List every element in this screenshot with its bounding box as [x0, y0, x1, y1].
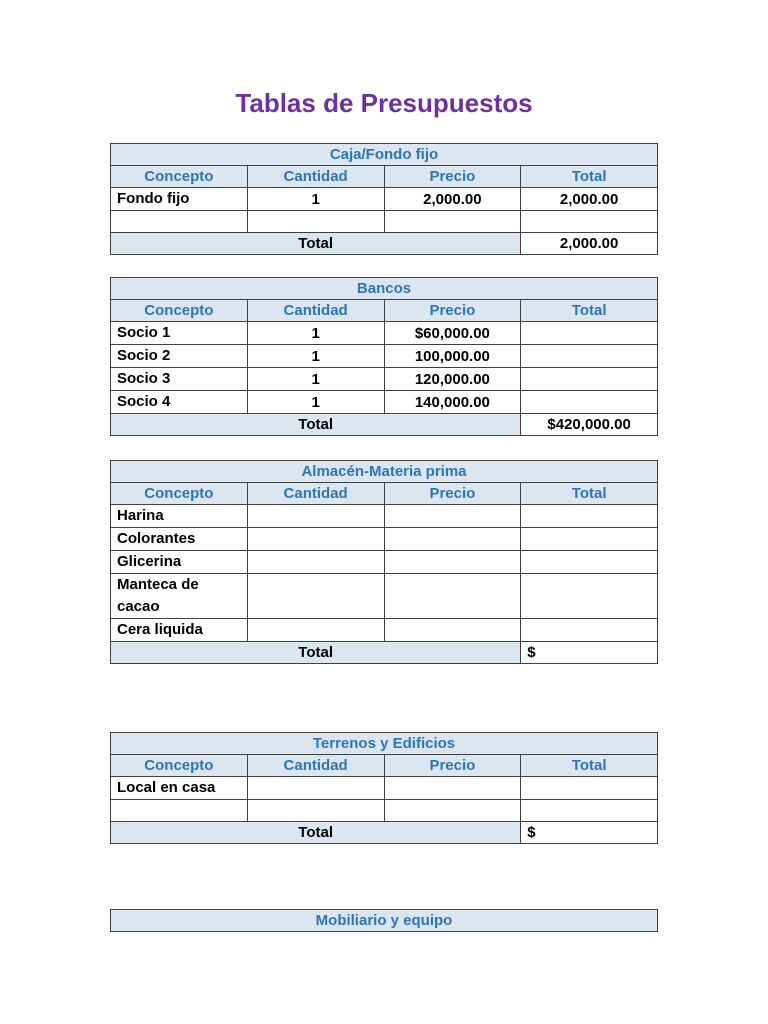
cell-concepto: Fondo fijo	[111, 188, 248, 211]
col-header-cantidad: Cantidad	[247, 755, 384, 777]
cell-total	[521, 800, 658, 822]
table-row	[111, 777, 658, 800]
col-header-total: Total	[521, 755, 658, 777]
table-terrenos	[110, 732, 658, 844]
col-header-total: Total	[521, 300, 658, 322]
cell-cantidad	[247, 528, 384, 551]
table-row	[111, 188, 658, 211]
cell-total: 2,000.00	[521, 188, 658, 211]
cell-concepto	[111, 211, 248, 233]
col-header-cantidad: Cantidad	[247, 166, 384, 188]
col-header-cantidad: Cantidad	[247, 300, 384, 322]
col-header-precio: Precio	[384, 755, 521, 777]
col-header-cantidad: Cantidad	[247, 483, 384, 505]
cell-concepto: Socio 2	[111, 345, 248, 368]
total-value: $	[521, 642, 658, 664]
col-header-precio: Precio	[384, 166, 521, 188]
total-label: Total	[111, 414, 521, 436]
cell-cantidad	[247, 619, 384, 642]
cell-concepto: Glicerina	[111, 551, 248, 574]
cell-precio	[384, 777, 521, 800]
cell-precio: 140,000.00	[384, 391, 521, 414]
col-header-concepto: Concepto	[111, 755, 248, 777]
table-row	[111, 368, 658, 391]
cell-precio	[384, 528, 521, 551]
cell-concepto: Colorantes	[111, 528, 248, 551]
cell-concepto: Harina	[111, 505, 248, 528]
total-value: 2,000.00	[521, 233, 658, 255]
cell-concepto: Socio 1	[111, 322, 248, 345]
cell-cantidad	[247, 551, 384, 574]
col-header-total: Total	[521, 166, 658, 188]
table-row	[111, 391, 658, 414]
col-header-total: Total	[521, 483, 658, 505]
cell-total	[521, 574, 658, 619]
cell-precio	[384, 800, 521, 822]
table-row	[111, 505, 658, 528]
cell-precio: 2,000.00	[384, 188, 521, 211]
cell-precio	[384, 551, 521, 574]
cell-total	[521, 551, 658, 574]
cell-total	[521, 322, 658, 345]
cell-total	[521, 777, 658, 800]
table-row	[111, 551, 658, 574]
cell-total	[521, 368, 658, 391]
cell-cantidad: 1	[247, 322, 384, 345]
table-title: Mobiliario y equipo	[111, 910, 658, 932]
cell-precio	[384, 211, 521, 233]
table-row	[111, 528, 658, 551]
total-label: Total	[111, 822, 521, 844]
col-header-precio: Precio	[384, 300, 521, 322]
table-title: Bancos	[111, 278, 658, 300]
col-header-precio: Precio	[384, 483, 521, 505]
col-header-concepto: Concepto	[111, 166, 248, 188]
total-label: Total	[111, 233, 521, 255]
cell-total	[521, 391, 658, 414]
cell-concepto: Local en casa	[111, 777, 248, 800]
table-row	[111, 619, 658, 642]
cell-concepto	[111, 800, 248, 822]
cell-precio	[384, 619, 521, 642]
cell-cantidad	[247, 211, 384, 233]
page-title: Tablas de Presupuestos	[235, 88, 533, 118]
cell-precio: 100,000.00	[384, 345, 521, 368]
cell-total	[521, 505, 658, 528]
cell-precio	[384, 505, 521, 528]
table-row	[111, 800, 658, 822]
cell-precio	[384, 574, 521, 619]
cell-total	[521, 345, 658, 368]
cell-cantidad	[247, 777, 384, 800]
cell-precio: 120,000.00	[384, 368, 521, 391]
table-title: Terrenos y Edificios	[111, 733, 658, 755]
table-bancos	[110, 277, 658, 436]
table-almacen	[110, 460, 658, 664]
table-caja	[110, 143, 658, 255]
table-mobiliario	[110, 909, 658, 932]
cell-concepto: Cera liquida	[111, 619, 248, 642]
cell-cantidad: 1	[247, 345, 384, 368]
table-title: Caja/Fondo fijo	[111, 144, 658, 166]
table-row	[111, 345, 658, 368]
total-label: Total	[111, 642, 521, 664]
cell-total	[521, 528, 658, 551]
col-header-concepto: Concepto	[111, 483, 248, 505]
total-value: $420,000.00	[521, 414, 658, 436]
cell-cantidad: 1	[247, 188, 384, 211]
table-row	[111, 211, 658, 233]
cell-concepto: Socio 3	[111, 368, 248, 391]
cell-total	[521, 619, 658, 642]
table-title: Almacén-Materia prima	[111, 461, 658, 483]
cell-cantidad	[247, 505, 384, 528]
table-row	[111, 574, 658, 619]
cell-cantidad: 1	[247, 391, 384, 414]
cell-concepto: Socio 4	[111, 391, 248, 414]
table-row	[111, 322, 658, 345]
cell-concepto: Manteca de cacao	[111, 574, 248, 619]
cell-precio: $60,000.00	[384, 322, 521, 345]
cell-cantidad	[247, 574, 384, 619]
cell-total	[521, 211, 658, 233]
col-header-concepto: Concepto	[111, 300, 248, 322]
cell-cantidad: 1	[247, 368, 384, 391]
total-value: $	[521, 822, 658, 844]
cell-cantidad	[247, 800, 384, 822]
